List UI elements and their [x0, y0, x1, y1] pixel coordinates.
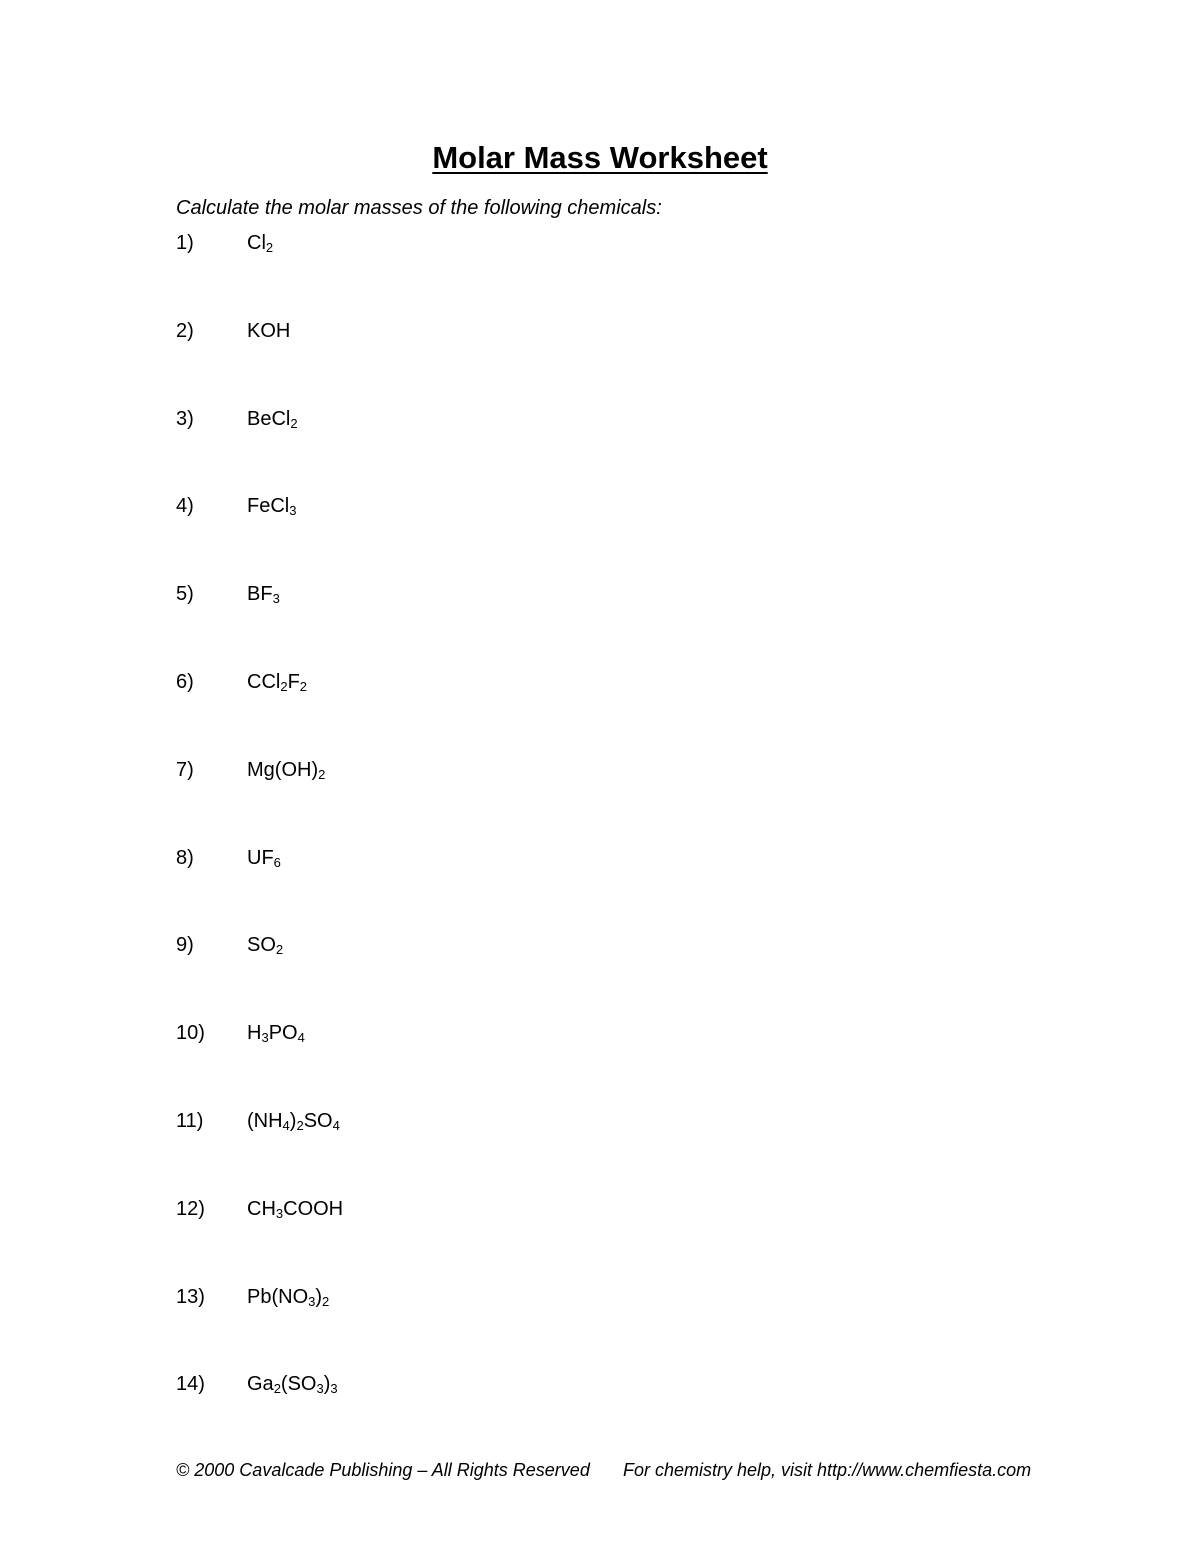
- problem-item: [176, 581, 280, 607]
- problem-item: [176, 1371, 338, 1397]
- problem-number: 14): [176, 1373, 205, 1395]
- chemical-formula: [247, 932, 283, 958]
- problem-item: [176, 1020, 305, 1046]
- problem-number: 8): [176, 847, 194, 869]
- chemical-formula: [247, 669, 307, 695]
- formula-text: PO: [268, 1022, 298, 1044]
- formula-subscript: 2: [322, 1294, 330, 1309]
- formula-subscript: 2: [273, 1381, 281, 1396]
- problem-number: 6): [176, 671, 194, 693]
- formula-text: SO: [303, 1110, 333, 1132]
- problem-number: 2): [176, 320, 194, 342]
- help-footer: For chemistry help, visit http://www.chemfiesta.com: [623, 1460, 1032, 1480]
- formula-subscript: 2: [318, 767, 326, 782]
- chemical-formula: [247, 493, 296, 519]
- formula-text: ): [315, 1286, 323, 1308]
- formula-text: COOH: [283, 1198, 344, 1220]
- problem-item: [176, 932, 283, 958]
- formula-text: Pb(NO: [247, 1286, 309, 1308]
- formula-subscript: 2: [296, 1118, 304, 1133]
- problem-number: 3): [176, 408, 194, 430]
- chemical-formula: [247, 1020, 305, 1046]
- problem-number: 11): [176, 1110, 204, 1132]
- formula-text: CCl: [247, 671, 281, 693]
- chemical-formula: [247, 1196, 343, 1222]
- problem-number: 4): [176, 495, 194, 517]
- formula-text: SO: [247, 934, 276, 956]
- formula-text: Cl: [247, 232, 266, 254]
- chemical-formula: [247, 1371, 338, 1397]
- formula-subscript: 2: [299, 679, 308, 694]
- problem-number: 5): [176, 583, 194, 605]
- formula-text: (NH: [247, 1110, 283, 1132]
- chemical-formula: [247, 845, 281, 871]
- problem-item: [176, 1196, 343, 1222]
- problem-item: [176, 406, 298, 432]
- formula-subscript: 3: [275, 1206, 284, 1221]
- formula-text: FeCl: [247, 495, 290, 517]
- problem-number: 1): [176, 232, 194, 254]
- chemical-formula: [247, 406, 298, 432]
- formula-subscript: 2: [280, 679, 288, 694]
- problem-item: [176, 318, 290, 344]
- formula-subscript: 3: [289, 503, 297, 518]
- formula-subscript: 3: [272, 591, 280, 606]
- problem-number: 9): [176, 934, 194, 956]
- formula-text: F: [287, 671, 300, 693]
- problem-item: [176, 493, 296, 519]
- formula-text: KOH: [247, 320, 291, 342]
- problem-number: 13): [176, 1286, 205, 1308]
- formula-subscript: 4: [332, 1118, 340, 1133]
- problem-number: 12): [176, 1198, 205, 1220]
- chemical-formula: [247, 1108, 340, 1134]
- formula-subscript: 6: [273, 855, 281, 870]
- copyright-footer: © 2000 Cavalcade Publishing – All Rights Reserved: [176, 1460, 590, 1480]
- formula-subscript: 3: [330, 1381, 338, 1396]
- chemical-formula: [247, 230, 273, 256]
- problem-item: [176, 669, 307, 695]
- formula-subscript: 3: [316, 1381, 324, 1396]
- problem-item: [176, 757, 325, 783]
- chemical-formula: [247, 757, 325, 783]
- problem-item: [176, 1108, 340, 1134]
- instructions: Calculate the molar masses of the following chemicals:: [176, 197, 662, 219]
- formula-subscript: 2: [275, 942, 284, 957]
- formula-subscript: 3: [308, 1294, 316, 1309]
- formula-text: UF: [247, 847, 274, 869]
- formula-text: ): [323, 1373, 331, 1395]
- problem-number: 10): [176, 1022, 205, 1044]
- formula-text: Mg(OH): [247, 759, 319, 781]
- problem-number: 7): [176, 759, 194, 781]
- formula-text: (SO: [280, 1373, 317, 1395]
- formula-text: BeCl: [247, 408, 291, 430]
- problem-item: [176, 230, 273, 256]
- formula-subscript: 2: [290, 416, 298, 431]
- formula-text: BF: [247, 583, 273, 605]
- formula-subscript: 3: [261, 1030, 269, 1045]
- problem-item: [176, 1284, 329, 1310]
- formula-subscript: 4: [282, 1118, 290, 1133]
- chemical-formula: [247, 1284, 329, 1310]
- formula-text: H: [247, 1022, 262, 1044]
- formula-text: ): [289, 1110, 297, 1132]
- chemical-formula: [247, 318, 290, 344]
- formula-text: CH: [247, 1198, 276, 1220]
- formula-subscript: 4: [297, 1030, 305, 1045]
- formula-subscript: 2: [265, 240, 274, 255]
- formula-text: Ga: [247, 1373, 274, 1395]
- chemical-formula: [247, 581, 280, 607]
- problem-item: [176, 845, 281, 871]
- page-title: Molar Mass Worksheet: [432, 140, 768, 175]
